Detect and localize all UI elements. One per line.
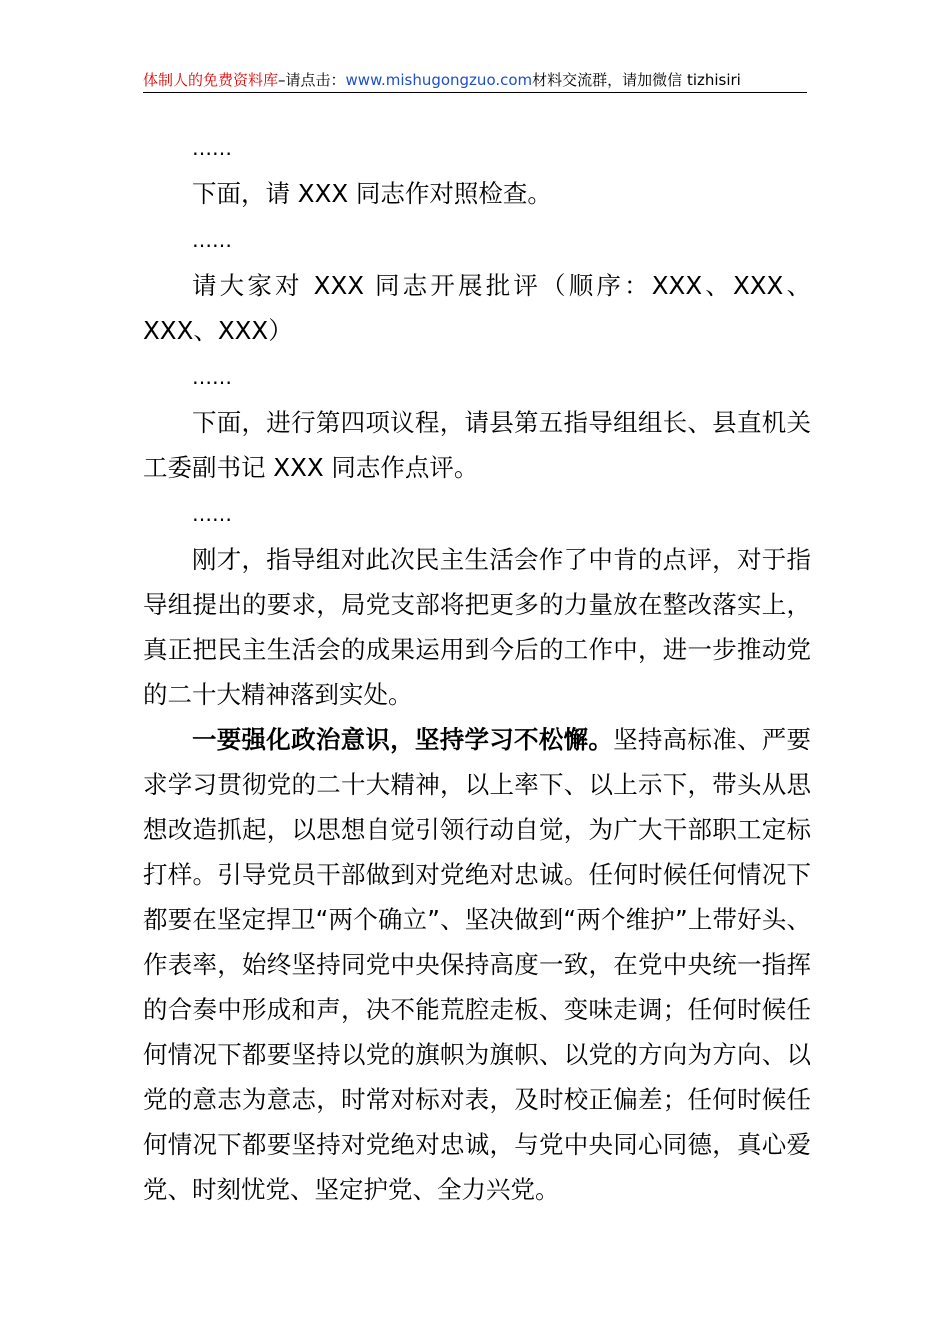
header-tail-text: 材料交流群，请加微信 tizhisiri [532, 71, 741, 89]
paragraph: 请大家对 XXX 同志开展批评（顺序：XXX、XXX、XXX、XXX） [143, 271, 811, 345]
header-url-link[interactable]: www.mishugongzuo.com [345, 71, 533, 89]
document-body [143, 124, 811, 1212]
paragraph [143, 216, 811, 263]
ellipsis: …… [192, 136, 232, 160]
ellipsis: …… [192, 502, 232, 526]
header-divider [143, 92, 807, 93]
header-prompt: –请点击： [278, 71, 346, 89]
paragraph-heading-bold: 一要强化政治意识，坚持学习不松懈。 [192, 725, 614, 754]
paragraph: 下面，进行第四项议程，请县第五指导组组长、县直机关工委副书记 XXX 同志作点评。 [143, 408, 811, 482]
paragraph [143, 353, 811, 400]
paragraph: 刚才，指导组对此次民主生活会作了中肯的点评，对于指导组提出的要求，局党支部将把更多的力量放在整改落实上，真正把民主生活会的成果运用到今后的工作中，进一步推动党的二十大精神落到实处。 [143, 545, 811, 709]
header-library-title: 体制人的免费资料库 [143, 71, 279, 89]
paragraph [143, 717, 811, 1212]
paragraph [143, 490, 811, 537]
paragraph [143, 124, 811, 171]
ellipsis: …… [192, 365, 232, 389]
page-header [143, 70, 807, 94]
paragraph-text: 坚持高标准、严要求学习贯彻党的二十大精神，以上率下、以上示下，带头从思想改造抓起，以思想自觉引领行动自觉，为广大干部职工定标打样。引导党员干部做到对党绝对忠诚。任何时候任何情况下都要在坚定捍卫“两个确立”、坚决做到“两个维护”上带好头、作表率，始终坚持同党中央保持高度一致，在党中央统一指挥的合奏中形成和声，决不能荒腔走板、变味走调；任何时候任何情况下都要坚持以党的旗帜为旗帜、以党的方向为方向、以党的意志为意志，时常对标对表，及时校正偏差；任何时候任何情况下都要坚持对党绝对忠诚，与党中央同心同德，真心爱党、时刻忧党、坚定护党、全力兴党。 [143, 725, 812, 1204]
paragraph: 下面，请 XXX 同志作对照检查。 [192, 179, 552, 208]
ellipsis: …… [192, 228, 232, 252]
